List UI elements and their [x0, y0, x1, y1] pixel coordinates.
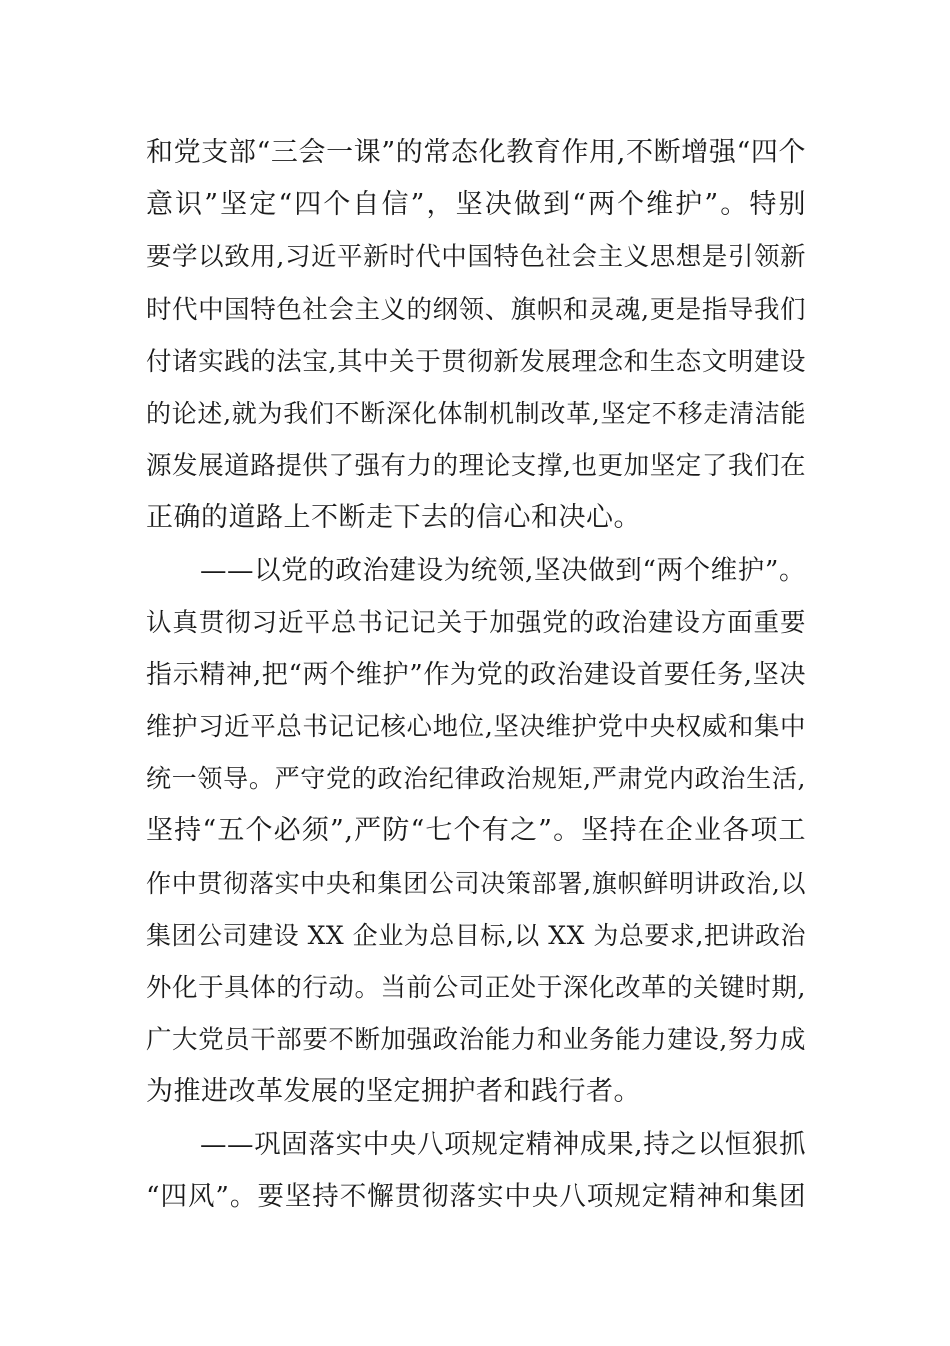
- text-line: 外化于具体的行动。当前公司正处于深化改革的关键时期,: [146, 973, 806, 1003]
- text-line: 广大党员干部要不断加强政治能力和业务能力建设,努力成: [146, 1025, 806, 1056]
- document-body: [146, 127, 806, 1223]
- text-line: 集团公司建设 XX 企业为总目标,以 XX 为总要求,把讲政治: [146, 920, 806, 950]
- text-line: 统一领导。严守党的政治纪律政治规矩,严肃党内政治生活,: [146, 764, 806, 794]
- paragraph-2: [146, 545, 806, 1119]
- text-line: 付诸实践的法宝,其中关于贯彻新发展理念和生态文明建设: [146, 346, 806, 377]
- text-line: 认真贯彻习近平总书记记关于加强党的政治建设方面重要: [146, 607, 806, 638]
- text-line: 为推进改革发展的坚定拥护者和践行者。: [146, 1076, 641, 1108]
- text-line: 时代中国特色社会主义的纲领、旗帜和灵魂,更是指导我们: [146, 294, 806, 325]
- paragraph-3: [146, 1119, 806, 1223]
- text-line: 坚持“五个必须”,严防“七个有之”。坚持在企业各项工: [146, 815, 806, 847]
- paragraph-1: [146, 127, 806, 545]
- text-line: 正确的道路上不断走下去的信心和决心。: [146, 502, 641, 534]
- text-line: 指示精神,把“两个维护”作为党的政治建设首要任务,坚决: [146, 659, 806, 690]
- section-heading-line: ——巩固落实中央八项规定精神成果,持之以恒狠抓: [200, 1128, 806, 1160]
- text-line: 维护习近平总书记记核心地位,坚决维护党中央权威和集中: [146, 712, 806, 743]
- text-line: 要学以致用,习近平新时代中国特色社会主义思想是引领新: [146, 242, 806, 273]
- text-line: 意识”坚定“四个自信”，坚决做到“两个维护”。特别: [146, 189, 806, 221]
- text-line: 和党支部“三会一课”的常态化教育作用,不断增强“四个: [146, 137, 806, 168]
- section-heading-line: ——以党的政治建设为统领,坚决做到“两个维护”。: [200, 554, 806, 586]
- text-line: “四风”。要坚持不懈贯彻落实中央八项规定精神和集团: [146, 1180, 806, 1212]
- text-line: 作中贯彻落实中央和集团公司决策部署,旗帜鲜明讲政治,以: [146, 868, 806, 898]
- text-line: 的论述,就为我们不断深化体制机制改革,坚定不移走清洁能: [146, 398, 806, 428]
- text-line: 源发展道路提供了强有力的理论支撑,也更加坚定了我们在: [146, 451, 806, 482]
